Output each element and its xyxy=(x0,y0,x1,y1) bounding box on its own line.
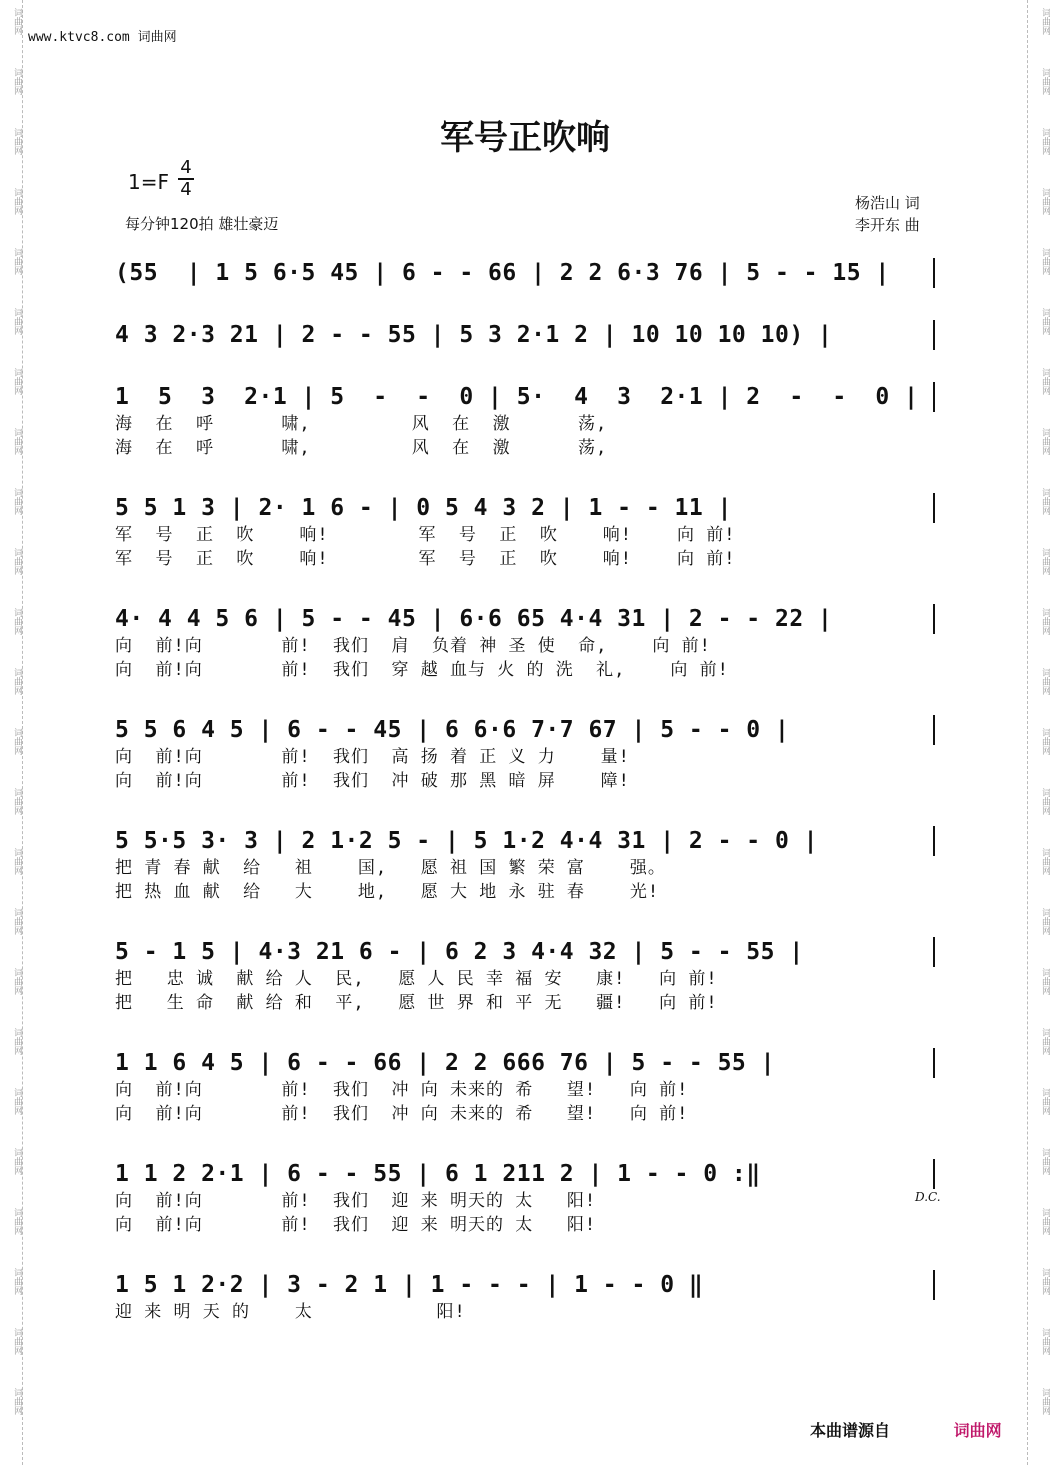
staff-row xyxy=(115,604,935,682)
note-line: 1 5 1 2·2 | 3 - 2 1 | 1 - - - | 1 - - 0 ‖ xyxy=(115,1272,704,1298)
margin-watermark-text: 词曲网 xyxy=(1040,968,1050,995)
staff-row xyxy=(115,258,935,288)
lyric-line: 军 号 正 吹 响! 军 号 正 吹 响! 向 前! xyxy=(115,525,736,545)
margin-watermark-text: 词曲网 xyxy=(1040,728,1050,755)
footer xyxy=(810,1418,1002,1441)
row-end-barline xyxy=(933,937,935,967)
row-end-barline xyxy=(933,320,935,350)
note-line: 1 1 2 2·1 | 6 - - 55 | 6 1 211 2 | 1 - - 0 :‖ xyxy=(115,1161,761,1187)
lyric-line: 向 前!向 前! 我们 冲 向 未来的 希 望! 向 前! xyxy=(115,1080,689,1100)
note-line: 4· 4 4 5 6 | 5 - - 45 | 6·6 65 4·4 31 | 2 - - 22 | xyxy=(115,606,833,632)
row-end-barline xyxy=(933,1048,935,1078)
lyricist: 杨浩山 词 xyxy=(855,194,920,212)
meter-bottom: 4 xyxy=(178,178,194,200)
margin-watermark-text: 词曲网 xyxy=(12,188,22,215)
row-end-barline xyxy=(933,715,935,745)
margin-watermark-text: 词曲网 xyxy=(1040,1268,1050,1295)
margin-watermark-text: 词曲网 xyxy=(12,248,22,275)
margin-watermark-text: 词曲网 xyxy=(1040,548,1050,575)
left-margin-watermark xyxy=(0,0,23,1465)
staff-row xyxy=(115,1270,935,1324)
staff-row xyxy=(115,1159,935,1237)
margin-watermark-text: 词曲网 xyxy=(1040,1328,1050,1355)
note-line: 5 5 6 4 5 | 6 - - 45 | 6 6·6 7·7 67 | 5 - - 0 | xyxy=(115,717,790,743)
margin-watermark-text: 词曲网 xyxy=(12,548,22,575)
da-capo-mark: D.C. xyxy=(915,1190,941,1204)
key-signature: 1=F xyxy=(128,170,169,194)
row-end-barline xyxy=(933,1159,935,1189)
composer: 李开东 曲 xyxy=(855,216,920,234)
staff-row xyxy=(115,320,935,350)
row-end-barline xyxy=(933,1270,935,1300)
margin-watermark-text: 词曲网 xyxy=(12,428,22,455)
margin-watermark-text: 词曲网 xyxy=(1040,488,1050,515)
tempo-marking: 每分钟120拍 雄壮豪迈 xyxy=(125,215,279,233)
margin-watermark-text: 词曲网 xyxy=(1040,1388,1050,1415)
margin-watermark-text: 词曲网 xyxy=(12,1088,22,1115)
margin-watermark-text: 词曲网 xyxy=(12,8,22,35)
margin-watermark-text: 词曲网 xyxy=(12,848,22,875)
margin-watermark-text: 词曲网 xyxy=(12,788,22,815)
margin-watermark-text: 词曲网 xyxy=(1040,668,1050,695)
lyric-line: 向 前!向 前! 我们 高 扬 着 正 义 力 量! xyxy=(115,747,630,767)
staff-row xyxy=(115,826,935,904)
margin-watermark-text: 词曲网 xyxy=(12,488,22,515)
margin-watermark-text: 词曲网 xyxy=(1040,68,1050,95)
row-end-barline xyxy=(933,493,935,523)
row-end-barline xyxy=(933,826,935,856)
margin-watermark-text: 词曲网 xyxy=(1040,308,1050,335)
margin-watermark-text: 词曲网 xyxy=(12,1148,22,1175)
row-end-barline xyxy=(933,604,935,634)
margin-watermark-text: 词曲网 xyxy=(1040,8,1050,35)
margin-watermark-text: 词曲网 xyxy=(12,1328,22,1355)
margin-watermark-text: 词曲网 xyxy=(1040,428,1050,455)
margin-watermark-text: 词曲网 xyxy=(1040,368,1050,395)
lyric-line: 向 前!向 前! 我们 穿 越 血与 火 的 洗 礼, 向 前! xyxy=(115,660,729,680)
staff-row xyxy=(115,493,935,571)
lyric-line: 把 热 血 献 给 大 地, 愿 大 地 永 驻 春 光! xyxy=(115,882,660,902)
staff-row xyxy=(115,1048,935,1126)
margin-watermark-text: 词曲网 xyxy=(12,128,22,155)
lyric-line: 向 前!向 前! 我们 肩 负着 神 圣 使 命, 向 前! xyxy=(115,636,711,656)
right-margin-watermark xyxy=(1027,0,1050,1465)
note-line: 5 5 1 3 | 2· 1 6 - | 0 5 4 3 2 | 1 - - 11 | xyxy=(115,495,732,521)
margin-watermark-text: 词曲网 xyxy=(12,68,22,95)
staff-row xyxy=(115,715,935,793)
margin-watermark-text: 词曲网 xyxy=(12,368,22,395)
note-line: 1 5 3 2·1 | 5 - - 0 | 5· 4 3 2·1 | 2 - - 0 | xyxy=(115,384,919,410)
footer-brand[interactable]: 词曲网 xyxy=(953,1421,1002,1440)
margin-watermark-text: 词曲网 xyxy=(1040,1028,1050,1055)
song-title: 军号正吹响 xyxy=(440,118,610,158)
margin-watermark-text: 词曲网 xyxy=(1040,1148,1050,1175)
row-end-barline xyxy=(933,382,935,412)
margin-watermark-text: 词曲网 xyxy=(12,1028,22,1055)
margin-watermark-text: 词曲网 xyxy=(1040,128,1050,155)
margin-watermark-text: 词曲网 xyxy=(1040,188,1050,215)
staff-row xyxy=(115,937,935,1015)
margin-watermark-text: 词曲网 xyxy=(12,668,22,695)
margin-watermark-text: 词曲网 xyxy=(1040,848,1050,875)
margin-watermark-text: 词曲网 xyxy=(12,608,22,635)
margin-watermark-text: 词曲网 xyxy=(1040,908,1050,935)
row-end-barline xyxy=(933,258,935,288)
note-line: 5 5·5 3· 3 | 2 1·2 5 - | 5 1·2 4·4 31 | 2 - - 0 | xyxy=(115,828,819,854)
footer-label: 本曲谱源自 xyxy=(810,1421,891,1440)
margin-watermark-text: 词曲网 xyxy=(1040,248,1050,275)
meter-top: 4 xyxy=(180,157,192,178)
lyric-line: 向 前!向 前! 我们 迎 来 明天的 太 阳! xyxy=(115,1215,597,1235)
lyric-line: 向 前!向 前! 我们 冲 破 那 黑 暗 屏 障! xyxy=(115,771,630,791)
lyric-line: 把 青 春 献 给 祖 国, 愿 祖 国 繁 荣 富 强。 xyxy=(115,858,666,878)
margin-watermark-text: 词曲网 xyxy=(1040,1208,1050,1235)
margin-watermark-text: 词曲网 xyxy=(1040,608,1050,635)
lyric-line: 把 生 命 献 给 和 平, 愿 世 界 和 平 无 疆! 向 前! xyxy=(115,993,718,1013)
lyric-line: 向 前!向 前! 我们 迎 来 明天的 太 阳! xyxy=(115,1191,597,1211)
credits xyxy=(855,192,920,236)
note-line: 1 1 6 4 5 | 6 - - 66 | 2 2 666 76 | 5 - - 55 | xyxy=(115,1050,775,1076)
lyric-line: 向 前!向 前! 我们 冲 向 未来的 希 望! 向 前! xyxy=(115,1104,689,1124)
margin-watermark-text: 词曲网 xyxy=(12,1208,22,1235)
note-line: 4 3 2·3 21 | 2 - - 55 | 5 3 2·1 2 | 10 10 10 10) | xyxy=(115,322,833,348)
lyric-line: 海 在 呼 啸, 风 在 激 荡, xyxy=(115,414,608,434)
time-signature xyxy=(178,158,194,200)
margin-watermark-text: 词曲网 xyxy=(1040,788,1050,815)
lyric-line: 海 在 呼 啸, 风 在 激 荡, xyxy=(115,438,608,458)
margin-watermark-text: 词曲网 xyxy=(12,308,22,335)
margin-watermark-text: 词曲网 xyxy=(12,1268,22,1295)
margin-watermark-text: 词曲网 xyxy=(12,728,22,755)
note-line: (55 | 1 5 6·5 45 | 6 - - 66 | 2 2 6·3 76 | 5 - - 15 | xyxy=(115,260,890,286)
margin-watermark-text: 词曲网 xyxy=(12,1388,22,1415)
note-line: 5 - 1 5 | 4·3 21 6 - | 6 2 3 4·4 32 | 5 - - 55 | xyxy=(115,939,804,965)
lyric-line: 军 号 正 吹 响! 军 号 正 吹 响! 向 前! xyxy=(115,549,736,569)
staff-row xyxy=(115,382,935,460)
margin-watermark-text: 词曲网 xyxy=(12,908,22,935)
margin-watermark-text: 词曲网 xyxy=(1040,1088,1050,1115)
lyric-line: 把 忠 诚 献 给 人 民, 愿 人 民 幸 福 安 康! 向 前! xyxy=(115,969,718,989)
lyric-line: 迎 来 明 天 的 太 阳! xyxy=(115,1302,466,1322)
margin-watermark-text: 词曲网 xyxy=(12,968,22,995)
site-url[interactable]: www.ktvc8.com 词曲网 xyxy=(28,30,177,45)
